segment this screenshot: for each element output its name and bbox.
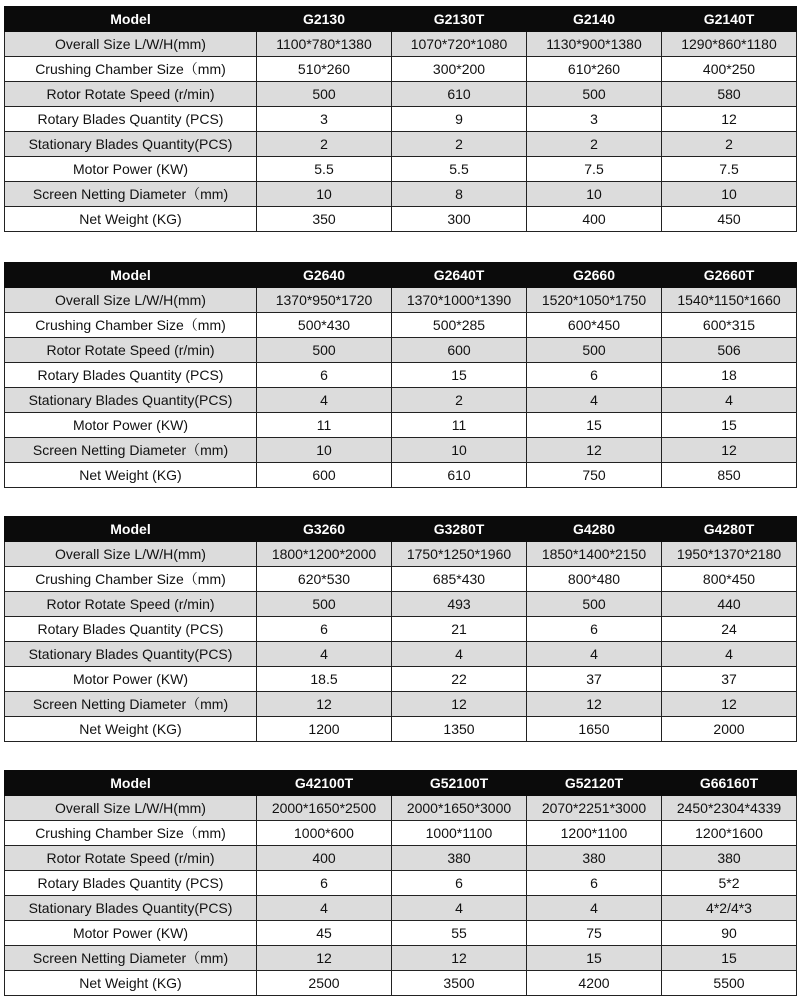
spec-value: 610 xyxy=(392,463,527,488)
spec-value: 1540*1150*1660 xyxy=(662,288,797,313)
spec-value: 6 xyxy=(257,363,392,388)
spec-value: 10 xyxy=(662,182,797,207)
spec-value: 610 xyxy=(392,82,527,107)
row-label: Rotary Blades Quantity (PCS) xyxy=(5,617,257,642)
spec-value: 4 xyxy=(527,642,662,667)
spec-value: 2070*2251*3000 xyxy=(527,796,662,821)
spec-value: 12 xyxy=(662,107,797,132)
table-row xyxy=(5,438,797,463)
spec-value: 400*250 xyxy=(662,57,797,82)
spec-table-3 xyxy=(4,516,797,742)
spec-value: 510*260 xyxy=(257,57,392,82)
spec-value: 1350 xyxy=(392,717,527,742)
spec-value: 12 xyxy=(392,946,527,971)
spec-value: 500 xyxy=(527,82,662,107)
row-label: Rotor Rotate Speed (r/min) xyxy=(5,82,257,107)
table-row xyxy=(5,57,797,82)
table-row xyxy=(5,132,797,157)
spec-value: 685*430 xyxy=(392,567,527,592)
row-label: Rotor Rotate Speed (r/min) xyxy=(5,338,257,363)
header-row xyxy=(5,263,797,288)
row-label: Overall Size L/W/H(mm) xyxy=(5,32,257,57)
spec-value: 800*480 xyxy=(527,567,662,592)
row-label: Stationary Blades Quantity(PCS) xyxy=(5,388,257,413)
row-label: Net Weight (KG) xyxy=(5,717,257,742)
model-header: G2140T xyxy=(662,7,797,32)
spec-value: 800*450 xyxy=(662,567,797,592)
spec-value: 610*260 xyxy=(527,57,662,82)
table-row xyxy=(5,921,797,946)
spec-value: 12 xyxy=(257,692,392,717)
table-row xyxy=(5,821,797,846)
model-header: G66160T xyxy=(662,771,797,796)
model-header: G4280T xyxy=(662,517,797,542)
spec-value: 4 xyxy=(527,896,662,921)
table-row xyxy=(5,363,797,388)
model-header: G2140 xyxy=(527,7,662,32)
spec-value: 400 xyxy=(257,846,392,871)
row-label: Screen Netting Diameter（mm) xyxy=(5,182,257,207)
row-label: Rotary Blades Quantity (PCS) xyxy=(5,107,257,132)
spec-value: 380 xyxy=(392,846,527,871)
spec-value: 3 xyxy=(527,107,662,132)
model-header: G2660T xyxy=(662,263,797,288)
row-label: Crushing Chamber Size（mm) xyxy=(5,567,257,592)
spec-value: 1370*950*1720 xyxy=(257,288,392,313)
model-header: G3280T xyxy=(392,517,527,542)
spec-value: 5.5 xyxy=(392,157,527,182)
spec-value: 5500 xyxy=(662,971,797,996)
spec-value: 4 xyxy=(392,896,527,921)
table-row xyxy=(5,157,797,182)
spec-value: 7.5 xyxy=(527,157,662,182)
spec-value: 1370*1000*1390 xyxy=(392,288,527,313)
header-row xyxy=(5,517,797,542)
spec-value: 6 xyxy=(257,617,392,642)
row-label: Stationary Blades Quantity(PCS) xyxy=(5,896,257,921)
spec-value: 4 xyxy=(257,896,392,921)
row-label: Rotary Blades Quantity (PCS) xyxy=(5,871,257,896)
spec-value: 18 xyxy=(662,363,797,388)
model-header-label: Model xyxy=(5,7,257,32)
spec-value: 11 xyxy=(392,413,527,438)
model-header-label: Model xyxy=(5,263,257,288)
spec-value: 12 xyxy=(257,946,392,971)
spec-value: 15 xyxy=(662,413,797,438)
table-row xyxy=(5,338,797,363)
spec-value: 11 xyxy=(257,413,392,438)
table-row xyxy=(5,796,797,821)
spec-value: 400 xyxy=(527,207,662,232)
table-row xyxy=(5,617,797,642)
spec-value: 500 xyxy=(527,592,662,617)
spec-value: 600 xyxy=(392,338,527,363)
row-label: Motor Power (KW) xyxy=(5,667,257,692)
row-label: Crushing Chamber Size（mm) xyxy=(5,57,257,82)
model-header: G52120T xyxy=(527,771,662,796)
spec-value: 4 xyxy=(662,642,797,667)
spec-value: 6 xyxy=(527,617,662,642)
spec-table-1 xyxy=(4,6,797,232)
table-row xyxy=(5,717,797,742)
spec-value: 37 xyxy=(662,667,797,692)
table-row xyxy=(5,667,797,692)
spec-value: 4*2/4*3 xyxy=(662,896,797,921)
row-label: Overall Size L/W/H(mm) xyxy=(5,796,257,821)
spec-table-4 xyxy=(4,770,797,996)
spec-value: 2000 xyxy=(662,717,797,742)
spec-value: 15 xyxy=(662,946,797,971)
spec-value: 1200*1100 xyxy=(527,821,662,846)
spec-value: 3 xyxy=(257,107,392,132)
model-header: G2640T xyxy=(392,263,527,288)
model-header-label: Model xyxy=(5,771,257,796)
spec-value: 4 xyxy=(257,388,392,413)
row-label: Crushing Chamber Size（mm) xyxy=(5,313,257,338)
table-row xyxy=(5,642,797,667)
row-label: Stationary Blades Quantity(PCS) xyxy=(5,642,257,667)
spec-value: 500 xyxy=(257,592,392,617)
spec-value: 2 xyxy=(662,132,797,157)
spec-value: 850 xyxy=(662,463,797,488)
spec-value: 1200*1600 xyxy=(662,821,797,846)
spec-value: 500 xyxy=(527,338,662,363)
spec-value: 5*2 xyxy=(662,871,797,896)
spec-value: 600*315 xyxy=(662,313,797,338)
spec-value: 500*285 xyxy=(392,313,527,338)
spec-value: 1100*780*1380 xyxy=(257,32,392,57)
spec-value: 450 xyxy=(662,207,797,232)
spec-value: 1800*1200*2000 xyxy=(257,542,392,567)
table-row xyxy=(5,182,797,207)
spec-value: 2000*1650*3000 xyxy=(392,796,527,821)
table-row xyxy=(5,288,797,313)
spec-value: 2 xyxy=(392,132,527,157)
spec-value: 10 xyxy=(257,182,392,207)
row-label: Rotary Blades Quantity (PCS) xyxy=(5,363,257,388)
row-label: Screen Netting Diameter（mm) xyxy=(5,946,257,971)
spec-value: 45 xyxy=(257,921,392,946)
model-header: G2130T xyxy=(392,7,527,32)
table-row xyxy=(5,82,797,107)
spec-value: 493 xyxy=(392,592,527,617)
table-row xyxy=(5,896,797,921)
header-row xyxy=(5,7,797,32)
spec-value: 9 xyxy=(392,107,527,132)
spec-value: 6 xyxy=(527,363,662,388)
spec-value: 506 xyxy=(662,338,797,363)
spec-value: 6 xyxy=(527,871,662,896)
table-row xyxy=(5,388,797,413)
spec-value: 1000*600 xyxy=(257,821,392,846)
row-label: Rotor Rotate Speed (r/min) xyxy=(5,846,257,871)
spec-value: 12 xyxy=(662,438,797,463)
spec-value: 7.5 xyxy=(662,157,797,182)
spec-value: 15 xyxy=(527,946,662,971)
row-label: Motor Power (KW) xyxy=(5,157,257,182)
table-row xyxy=(5,207,797,232)
model-header: G4280 xyxy=(527,517,662,542)
spec-value: 37 xyxy=(527,667,662,692)
spec-value: 24 xyxy=(662,617,797,642)
header-row xyxy=(5,771,797,796)
row-label: Net Weight (KG) xyxy=(5,463,257,488)
spec-value: 380 xyxy=(662,846,797,871)
spec-value: 55 xyxy=(392,921,527,946)
spec-value: 2000*1650*2500 xyxy=(257,796,392,821)
table-row xyxy=(5,413,797,438)
spec-value: 22 xyxy=(392,667,527,692)
spec-value: 10 xyxy=(527,182,662,207)
model-header: G52100T xyxy=(392,771,527,796)
spec-value: 600 xyxy=(257,463,392,488)
row-label: Net Weight (KG) xyxy=(5,971,257,996)
spec-value: 10 xyxy=(392,438,527,463)
table-row xyxy=(5,107,797,132)
spec-value: 380 xyxy=(527,846,662,871)
spec-value: 10 xyxy=(257,438,392,463)
spec-value: 1520*1050*1750 xyxy=(527,288,662,313)
spec-table-2 xyxy=(4,262,797,488)
spec-value: 2 xyxy=(392,388,527,413)
spec-value: 4200 xyxy=(527,971,662,996)
spec-value: 75 xyxy=(527,921,662,946)
spec-value: 18.5 xyxy=(257,667,392,692)
table-row xyxy=(5,971,797,996)
table-row xyxy=(5,946,797,971)
spec-value: 1750*1250*1960 xyxy=(392,542,527,567)
spec-value: 300 xyxy=(392,207,527,232)
spec-value: 500 xyxy=(257,338,392,363)
spec-value: 1850*1400*2150 xyxy=(527,542,662,567)
spec-value: 500 xyxy=(257,82,392,107)
row-label: Net Weight (KG) xyxy=(5,207,257,232)
spec-value: 8 xyxy=(392,182,527,207)
row-label: Stationary Blades Quantity(PCS) xyxy=(5,132,257,157)
spec-value: 5.5 xyxy=(257,157,392,182)
table-row xyxy=(5,592,797,617)
spec-value: 12 xyxy=(527,692,662,717)
table-row xyxy=(5,313,797,338)
spec-value: 2450*2304*4339 xyxy=(662,796,797,821)
spec-value: 90 xyxy=(662,921,797,946)
spec-value: 1070*720*1080 xyxy=(392,32,527,57)
spec-value: 6 xyxy=(392,871,527,896)
model-header: G42100T xyxy=(257,771,392,796)
spec-value: 600*450 xyxy=(527,313,662,338)
spec-value: 750 xyxy=(527,463,662,488)
model-header: G2640 xyxy=(257,263,392,288)
table-row xyxy=(5,871,797,896)
row-label: Rotor Rotate Speed (r/min) xyxy=(5,592,257,617)
table-row xyxy=(5,542,797,567)
spec-value: 2500 xyxy=(257,971,392,996)
row-label: Motor Power (KW) xyxy=(5,921,257,946)
spec-value: 15 xyxy=(527,413,662,438)
row-label: Overall Size L/W/H(mm) xyxy=(5,542,257,567)
spec-value: 15 xyxy=(392,363,527,388)
table-row xyxy=(5,567,797,592)
spec-value: 300*200 xyxy=(392,57,527,82)
spec-value: 1290*860*1180 xyxy=(662,32,797,57)
spec-value: 2 xyxy=(527,132,662,157)
spec-value: 4 xyxy=(527,388,662,413)
table-row xyxy=(5,463,797,488)
spec-value: 4 xyxy=(257,642,392,667)
model-header: G2130 xyxy=(257,7,392,32)
spec-value: 1950*1370*2180 xyxy=(662,542,797,567)
row-label: Crushing Chamber Size（mm) xyxy=(5,821,257,846)
spec-value: 440 xyxy=(662,592,797,617)
spec-value: 580 xyxy=(662,82,797,107)
model-header: G2660 xyxy=(527,263,662,288)
spec-value: 1650 xyxy=(527,717,662,742)
spec-value: 1200 xyxy=(257,717,392,742)
spec-value: 4 xyxy=(662,388,797,413)
spec-value: 12 xyxy=(527,438,662,463)
row-label: Screen Netting Diameter（mm) xyxy=(5,692,257,717)
spec-value: 1000*1100 xyxy=(392,821,527,846)
spec-value: 12 xyxy=(392,692,527,717)
spec-value: 4 xyxy=(392,642,527,667)
table-row xyxy=(5,846,797,871)
row-label: Screen Netting Diameter（mm) xyxy=(5,438,257,463)
table-row xyxy=(5,692,797,717)
spec-value: 1130*900*1380 xyxy=(527,32,662,57)
model-header: G3260 xyxy=(257,517,392,542)
spec-value: 350 xyxy=(257,207,392,232)
spec-value: 6 xyxy=(257,871,392,896)
table-row xyxy=(5,32,797,57)
spec-value: 21 xyxy=(392,617,527,642)
row-label: Overall Size L/W/H(mm) xyxy=(5,288,257,313)
spec-value: 500*430 xyxy=(257,313,392,338)
spec-value: 2 xyxy=(257,132,392,157)
model-header-label: Model xyxy=(5,517,257,542)
spec-value: 620*530 xyxy=(257,567,392,592)
spec-value: 3500 xyxy=(392,971,527,996)
spec-value: 12 xyxy=(662,692,797,717)
row-label: Motor Power (KW) xyxy=(5,413,257,438)
